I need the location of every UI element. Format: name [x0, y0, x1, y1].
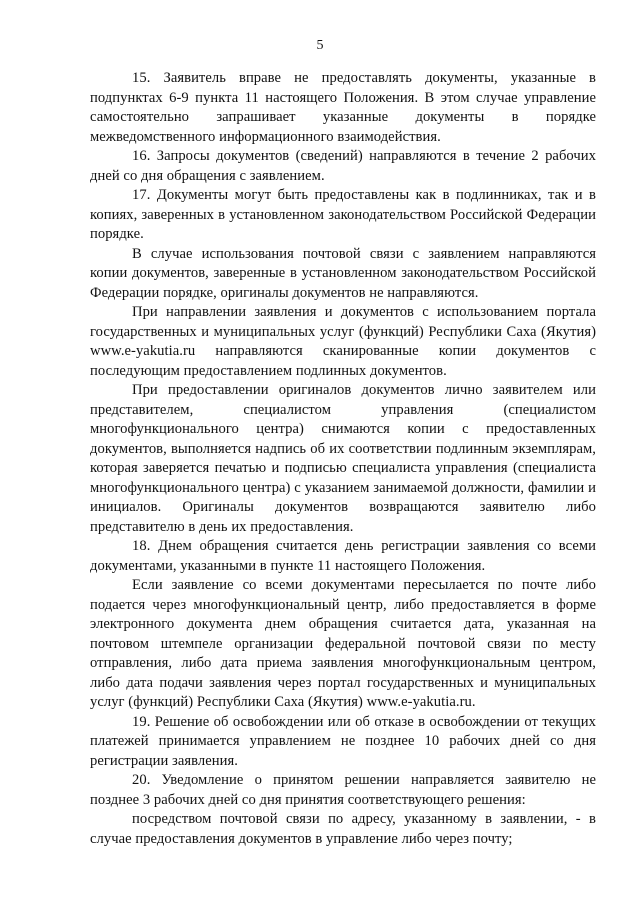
document-body — [90, 69, 596, 849]
paragraph-19: 19. Решение об освобождении или об отказе в освобождении от текущих платежей принимается управлением не позднее 10 рабочих дней со дня регистрации заявления. — [90, 713, 596, 769]
paragraph-18: 18. Днем обращения считается день регистрации заявления со всеми документами, указанными в пункте 11 настоящего Положения. — [90, 538, 596, 574]
paragraph-date-of-application: Если заявление со всеми документами пересылается по почте либо подается через многофункциональный центр, либо предоставляется в форме электронного документа днем обращения считается дата, указанная на почтовом штемпеле организации федеральной почтовой связи по месту отправления, либо дата приема заявления многофункциональным центром, либо дата подачи заявления через портал государственных и муниципальных услуг (функций) Республики Саха (Якутия) www.e-yakutia.ru. — [90, 577, 596, 710]
page-number: 5 — [316, 38, 324, 53]
paragraph-portal-submission: При направлении заявления и документов с использованием портала государственных и муниципальных услуг (функций) Республики Саха (Якутия) www.e-yakutia.ru направляются сканированные копии документов с последующим предоставлением подлинных документов. — [90, 304, 596, 379]
paragraph-15: 15. Заявитель вправе не предоставлять документы, указанные в подпунктах 6-9 пункта 11 настоящего Положения. В этом случае управление самостоятельно запрашивает указанные документы в порядке межведомственного информационного взаимодействия. — [90, 70, 596, 145]
paragraph-17: 17. Документы могут быть предоставлены как в подлинниках, так и в копиях, заверенных в установленном законодательством Российской Федерации порядке. — [90, 187, 596, 242]
paragraph-postal-notification: посредством почтовой связи по адресу, указанному в заявлении, - в случае предоставления документов в управление либо через почту; — [90, 811, 596, 847]
paragraph-postal-copies: В случае использования почтовой связи с заявлением направляются копии документов, заверенные в установленном законодательством Российской Федерации порядке, оригиналы документов не направляются. — [90, 245, 596, 301]
paragraph-16: 16. Запросы документов (сведений) направляются в течение 2 рабочих дней со дня обращения с заявлением. — [90, 148, 596, 184]
paragraph-20: 20. Уведомление о принятом решении направляется заявителю не позднее 3 рабочих дней со дня принятия соответствующего решения: — [90, 772, 596, 808]
paragraph-original-documents: При предоставлении оригиналов документов лично заявителем или представителем, специалистом управления (специалистом многофункционального центра) снимаются копии с предоставленных документов, выполняется надпись об их соответствии подлинным экземплярам, которая заверяется печатью и подписью специалиста управления (специалиста многофункционального центра) с указанием занимаемой должности, фамилии и инициалов. Оригиналы документов возвращаются заявителю либо представителю в день их предоставления. — [90, 382, 596, 535]
